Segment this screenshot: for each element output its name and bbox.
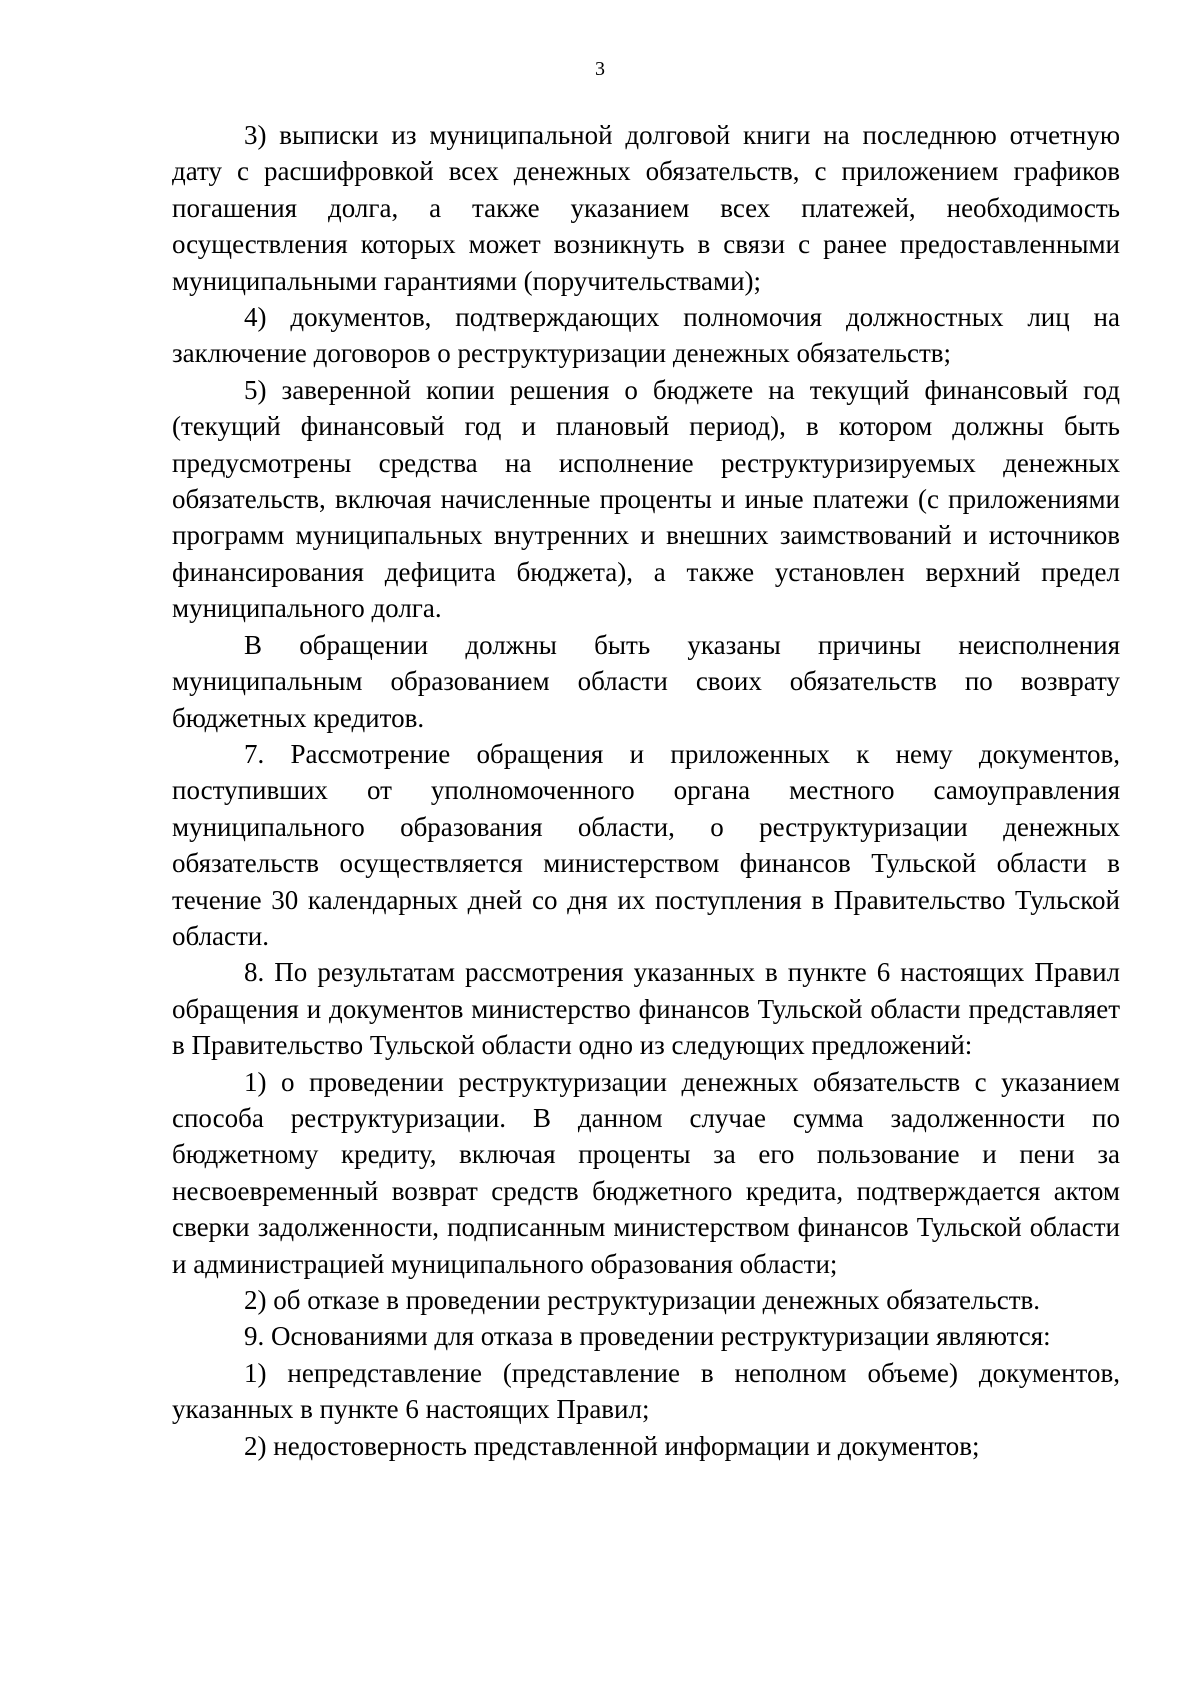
paragraph-appeal-reasons: В обращении должны быть указаны причины неисполнения муниципальным образованием области своих обязательств по возврату бюджетных кредитов.: [172, 629, 1120, 733]
paragraph-clause-8-item-1: 1) о проведении реструктуризации денежных обязательств с указанием способа реструктуризации. В данном случае сумма задолженности по бюджетному кредиту, включая проценты за его пользование и пени за несвоевременный возврат средств бюджетного кредита, подтверждается актом сверки задолженности, подписанным министерством финансов Тульской области и администрацией муниципального образования области;: [172, 1066, 1120, 1279]
paragraph-item-3: 3) выписки из муниципальной долговой книги на последнюю отчетную дату с расшифровкой всех денежных обязательств, с приложением графиков погашения долга, а также указанием всех платежей, необходимость осуществления которых может возникнуть в связи с ранее предоставленными муниципальными гарантиями (поручительствами);: [172, 120, 1120, 296]
paragraph-item-4: 4) документов, подтверждающих полномочия должностных лиц на заключение договоров о реструктуризации денежных обязательств;: [172, 302, 1120, 369]
paragraph-clause-9-item-1: 1) непредставление (представление в неполном объеме) документов, указанных в пункте 6 настоящих Правил;: [172, 1357, 1120, 1425]
paragraph-clause-8-item-2: 2) об отказе в проведении реструктуризации денежных обязательств.: [244, 1285, 1040, 1315]
paragraph-item-5: 5) заверенной копии решения о бюджете на текущий финансовый год (текущий финансовый год и плановый период), в котором должны быть предусмотрены средства на исполнение реструктуризируемых денежных обязательств, включая начисленные проценты и иные платежи (с приложениями программ муниципальных внутренних и внешних заимствований и источников финансирования дефицита бюджета), а также установлен верхний предел муниципального долга.: [172, 374, 1120, 624]
paragraph-clause-7: 7. Рассмотрение обращения и приложенных к нему документов, поступивших от уполномоченного органа местного самоуправления муниципального образования области, о реструктуризации денежных обязательств осуществляется министерством финансов Тульской области в течение 30 календарных дней со дня их поступления в Правительство Тульской области.: [172, 738, 1120, 951]
document-body: [172, 117, 1120, 1464]
paragraph-clause-9-item-2: 2) недостоверность представленной информации и документов;: [244, 1430, 980, 1461]
paragraph-clause-8: 8. По результатам рассмотрения указанных в пункте 6 настоящих Правил обращения и документов министерство финансов Тульской области представляет в Правительство Тульской области одно из следующих предложений:: [172, 957, 1120, 1061]
paragraph-clause-9: 9. Основаниями для отказа в проведении реструктуризации являются:: [244, 1321, 1051, 1352]
page-number: 3: [595, 58, 605, 80]
